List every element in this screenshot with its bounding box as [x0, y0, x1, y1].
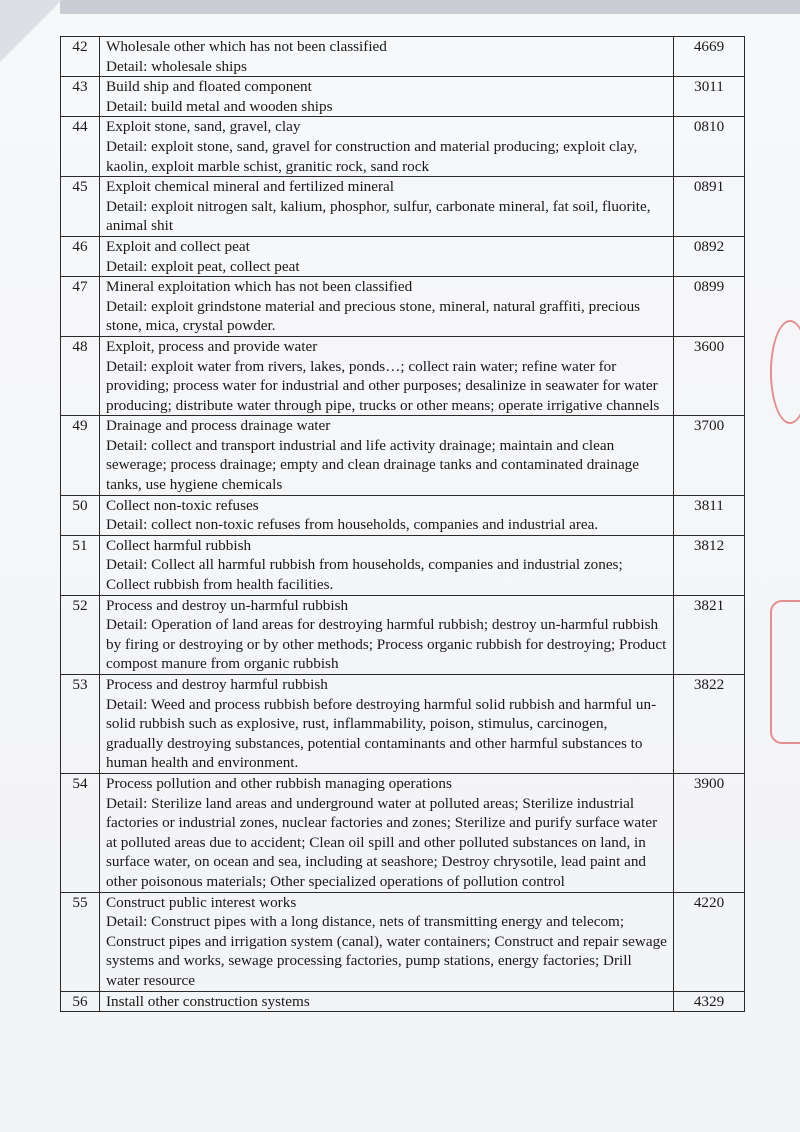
table-row	[61, 236, 745, 276]
row-code: 3812	[674, 535, 745, 595]
table-row	[61, 37, 745, 77]
row-number: 42	[61, 37, 100, 77]
table-row	[61, 495, 745, 535]
row-code: 4329	[674, 991, 745, 1012]
row-number: 50	[61, 495, 100, 535]
row-code: 3600	[674, 336, 745, 415]
row-title: Exploit and collect peat	[106, 237, 250, 255]
row-detail: Detail: collect and transport industrial and life activity drainage; maintain and clean sewerage; process drainage; empty and clean drainage tanks and contaminated drainage tanks, use hygiene chemicals	[106, 436, 640, 494]
row-number: 47	[61, 277, 100, 337]
row-number: 54	[61, 773, 100, 892]
row-title: Process pollution and other rubbish managing operations	[106, 774, 452, 792]
row-code: 0810	[674, 117, 745, 177]
row-title: Collect harmful rubbish	[106, 536, 252, 554]
row-code: 3821	[674, 595, 745, 674]
row-code: 0892	[674, 236, 745, 276]
table-row	[61, 991, 745, 1012]
row-code: 0899	[674, 277, 745, 337]
row-detail: Detail: Collect all harmful rubbish from households, companies and industrial zones; Collect rubbish from health facilities.	[106, 556, 623, 594]
row-title: Exploit chemical mineral and fertilized mineral	[106, 178, 395, 196]
row-detail: Detail: exploit water from rivers, lakes, ponds…; collect rain water; refine water for providing; process water for industrial and other purposes; desalinize in seawater for water producing; distribute water through pipe, trucks or other means; operate irrigative channels	[106, 357, 660, 414]
row-description	[100, 773, 674, 892]
row-detail: Detail: Construct pipes with a long distance, nets of transmitting energy and telecom; Construct pipes and irrigation system (canal), water containers; Construct and repair sewage systems and works, sewage processing factories, pump stations, energy factories; Drill water resource	[106, 913, 667, 989]
table-row	[61, 773, 745, 892]
row-description	[100, 236, 674, 276]
row-code: 0891	[674, 177, 745, 237]
row-title: Mineral exploitation which has not been classified	[106, 278, 413, 296]
row-detail: Detail: Weed and process rubbish before destroying harmful solid rubbish and harmful un-solid rubbish such as explosive, rust, inflammability, poison, stimulus, carcinogen, gradually destroying substances, potential contaminants and other harmful substances to human health and environment.	[106, 695, 657, 772]
row-detail: Detail: Sterilize land areas and underground water at polluted areas; Sterilize industrial factories or industrial zones, nuclear factories and zones; Sterilize and purify surface water at polluted areas due to accident; Clean oil spill and other polluted substances on land, in surface water, on ocean and sea, including at seashore; Destroy chrysotile, lead paint and other poisonous materials; Other specialized operations of pollution control	[106, 794, 658, 890]
row-title: Construct public interest works	[106, 893, 297, 911]
table-row	[61, 416, 745, 495]
row-detail: Detail: build metal and wooden ships	[106, 97, 333, 115]
row-code: 3011	[674, 77, 745, 117]
row-number: 55	[61, 892, 100, 991]
table-row	[61, 117, 745, 177]
row-detail: Detail: collect non-toxic refuses from households, companies and industrial area.	[106, 516, 599, 534]
table-row	[61, 892, 745, 991]
table-row	[61, 177, 745, 237]
table-row	[61, 675, 745, 774]
row-code: 4669	[674, 37, 745, 77]
row-detail: Detail: wholesale ships	[106, 57, 247, 75]
row-title: Drainage and process drainage water	[106, 417, 331, 435]
red-stamp-fragment	[770, 320, 800, 424]
row-description	[100, 595, 674, 674]
table-row	[61, 277, 745, 337]
row-number: 44	[61, 117, 100, 177]
row-description	[100, 336, 674, 415]
row-description	[100, 77, 674, 117]
business-lines-table	[60, 36, 745, 1012]
row-detail: Detail: exploit grindstone material and precious stone, mineral, natural graffiti, precious stone, mica, crystal powder.	[106, 297, 641, 335]
row-title: Exploit stone, sand, gravel, clay	[106, 118, 301, 136]
row-number: 51	[61, 535, 100, 595]
row-title: Process and destroy harmful rubbish	[106, 676, 328, 693]
row-code: 3700	[674, 416, 745, 495]
table-row	[61, 595, 745, 674]
row-number: 48	[61, 336, 100, 415]
row-number: 52	[61, 595, 100, 674]
row-detail: Detail: exploit nitrogen salt, kalium, phosphor, sulfur, carbonate mineral, fat soil, fluorite, animal shit	[106, 197, 651, 235]
row-description	[100, 277, 674, 337]
row-description	[100, 117, 674, 177]
page-corner-fold	[0, 0, 62, 62]
row-title: Wholesale other which has not been classified	[106, 38, 387, 55]
row-detail: Detail: Operation of land areas for destroying harmful rubbish; destroy un-harmful rubbish by firing or destroying or by other methods; Process organic rubbish for destroying; Product compost manure from organic rubbish	[106, 616, 667, 673]
row-title: Exploit, process and provide water	[106, 337, 318, 355]
row-code: 3811	[674, 495, 745, 535]
row-number: 46	[61, 236, 100, 276]
row-title: Process and destroy un-harmful rubbish	[106, 596, 349, 614]
row-description	[100, 991, 674, 1012]
row-title: Collect non-toxic refuses	[106, 496, 259, 514]
row-detail: Detail: exploit stone, sand, gravel for construction and material producing; exploit clay, kaolin, exploit marble schist, granitic rock, sand rock	[106, 137, 638, 175]
row-number: 53	[61, 675, 100, 774]
row-detail: Detail: exploit peat, collect peat	[106, 257, 300, 275]
row-description	[100, 535, 674, 595]
row-code: 3900	[674, 773, 745, 892]
table-body	[61, 37, 745, 1012]
row-description	[100, 495, 674, 535]
row-number: 49	[61, 416, 100, 495]
red-stamp-fragment	[770, 600, 800, 744]
page-top-edge	[60, 0, 800, 14]
row-code: 3822	[674, 675, 745, 774]
row-description	[100, 892, 674, 991]
row-description	[100, 416, 674, 495]
row-title: Build ship and floated component	[106, 78, 312, 96]
row-number: 56	[61, 991, 100, 1012]
row-title: Install other construction systems	[106, 992, 310, 1010]
table-row	[61, 535, 745, 595]
row-code: 4220	[674, 892, 745, 991]
row-number: 43	[61, 77, 100, 117]
table-row	[61, 336, 745, 415]
row-description	[100, 37, 674, 77]
table-row	[61, 77, 745, 117]
row-number: 45	[61, 177, 100, 237]
row-description	[100, 675, 674, 774]
row-description	[100, 177, 674, 237]
